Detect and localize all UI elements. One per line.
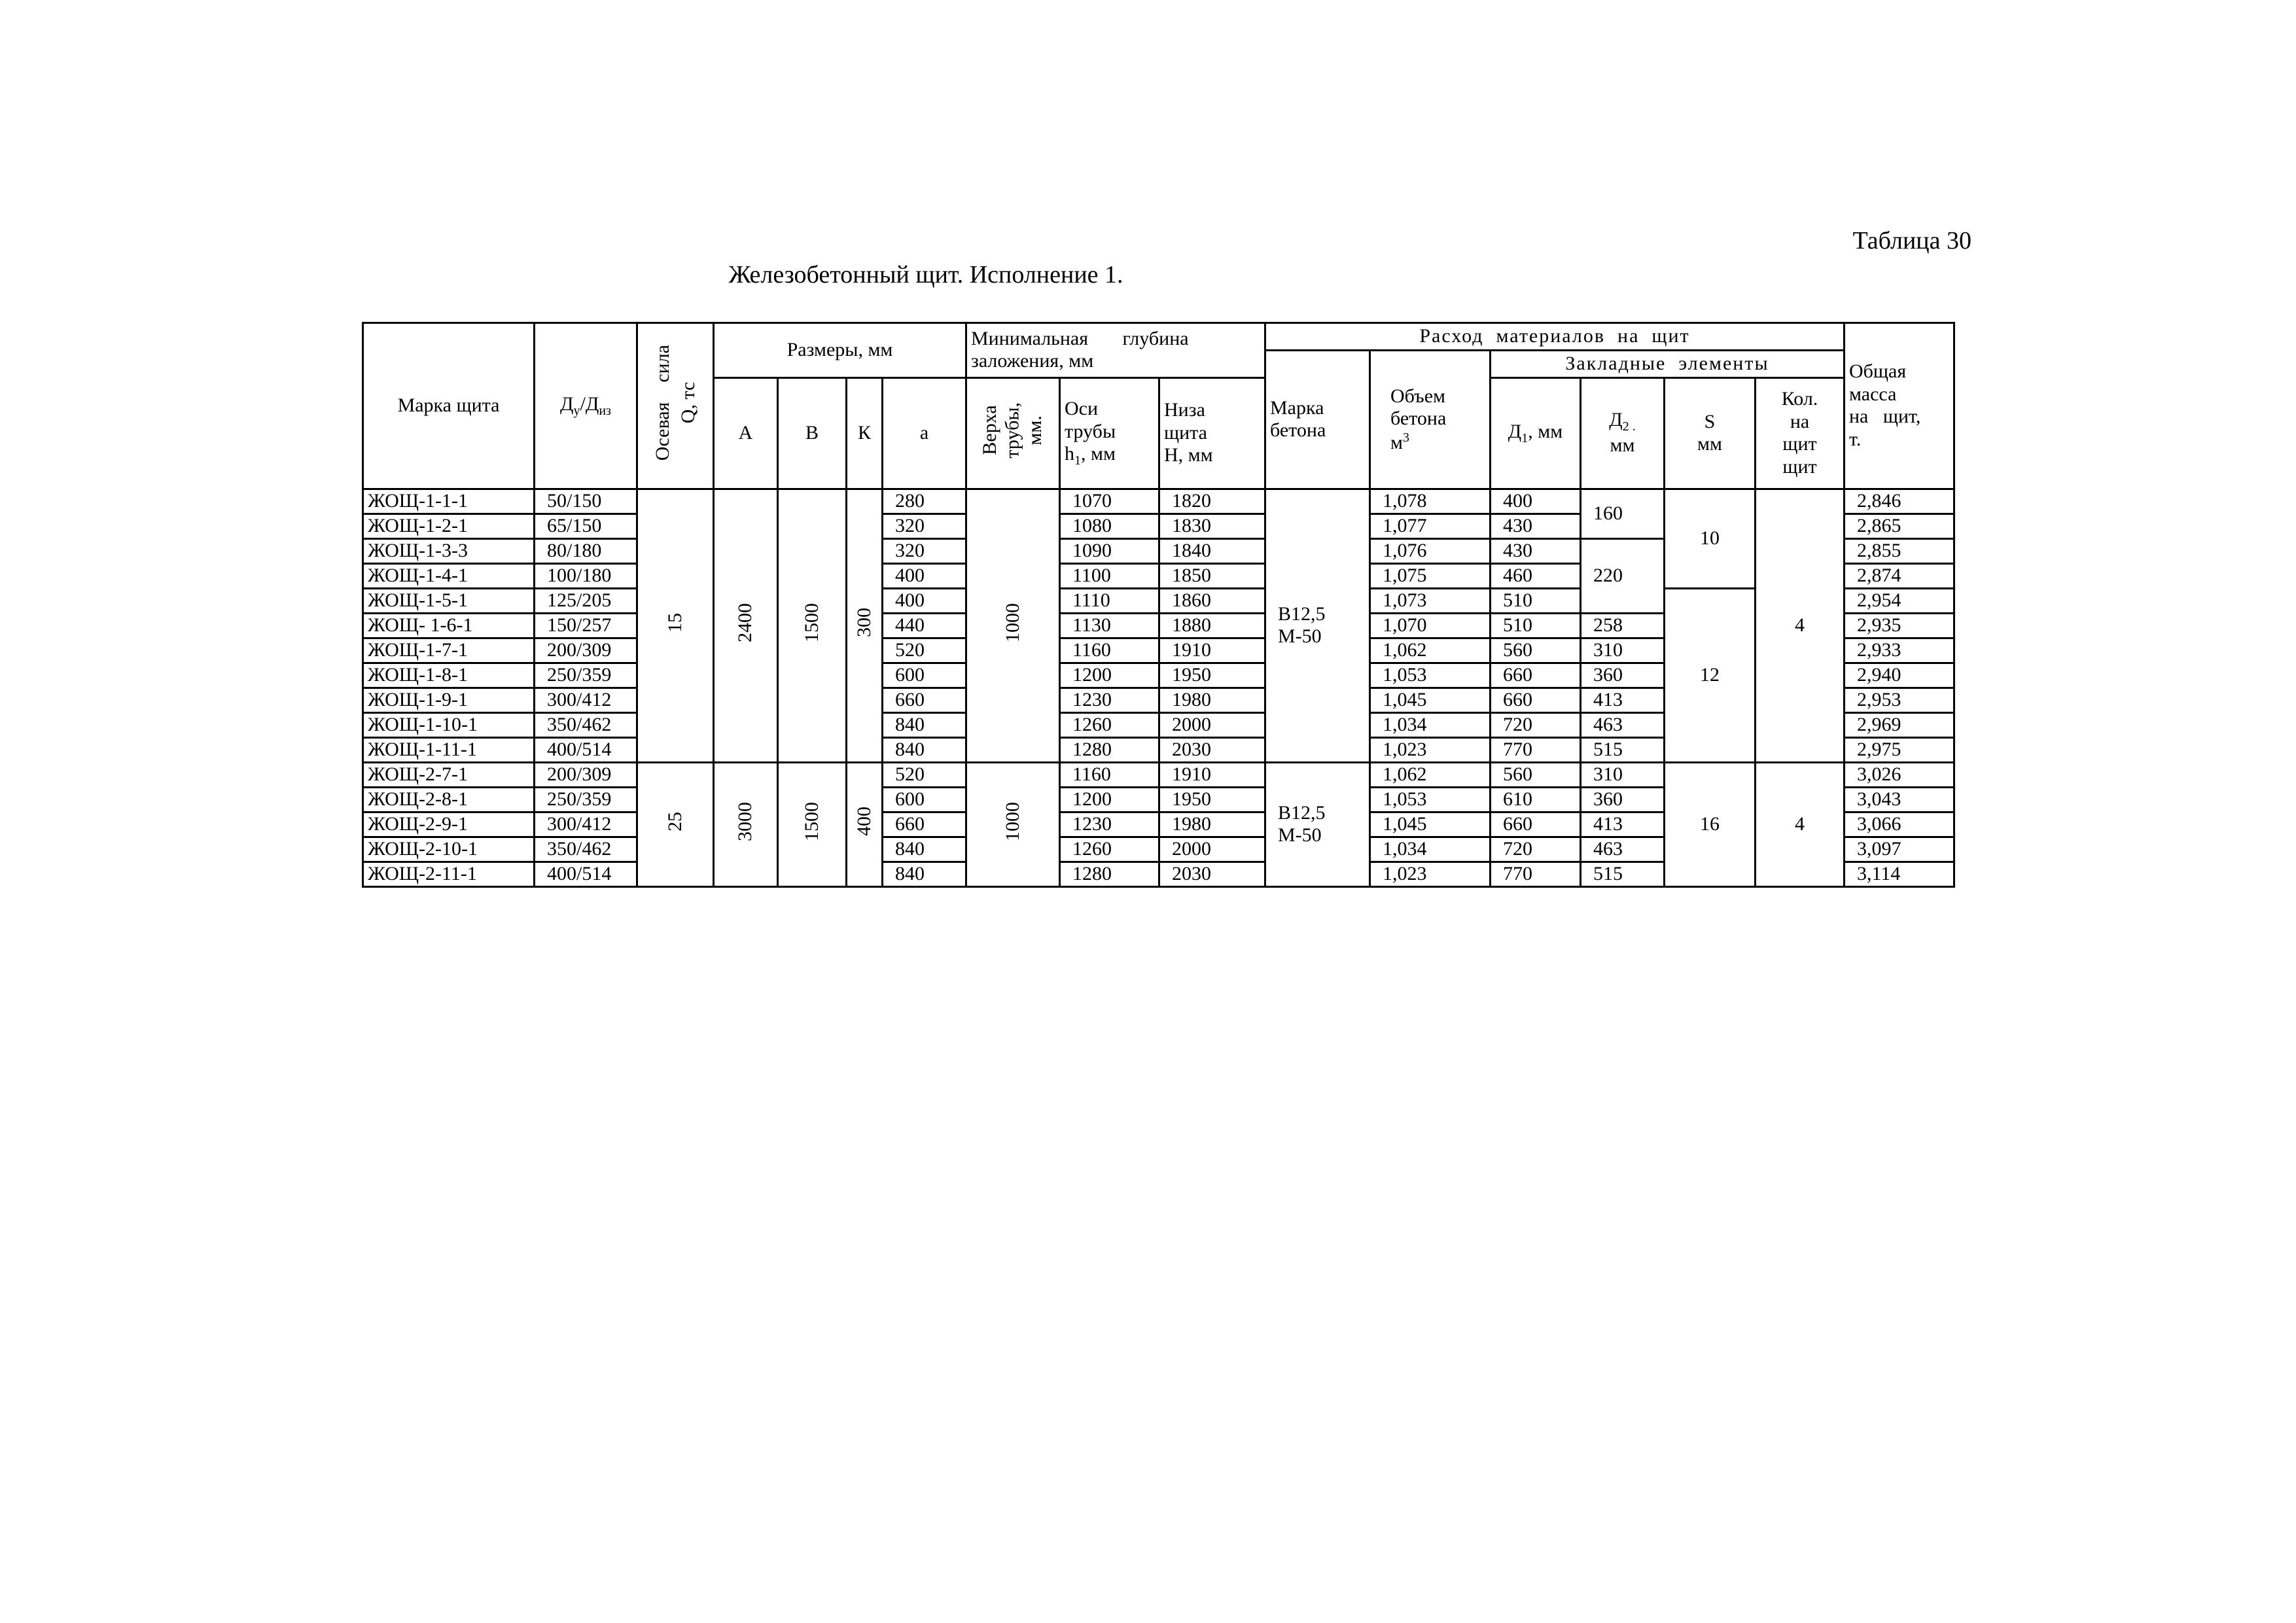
cell-mark: ЖОЩ-1-8-1 [363,663,535,688]
cell-dy: 250/359 [535,663,637,688]
cell-mark: ЖОЩ-2-7-1 [363,762,535,787]
cell-dy: 300/412 [535,812,637,837]
header-consumption: Расход материалов на щит [1265,323,1845,351]
cell-dy: 150/257 [535,613,637,638]
cell-h1: 1080 [1060,514,1159,538]
cell-volume: 1,062 [1370,638,1491,663]
cell-mass: 2,935 [1845,613,1954,638]
cell-d2: 515 [1581,862,1665,886]
cell-a: 840 [883,712,966,737]
cell-h1: 1260 [1060,712,1159,737]
cell-a: 520 [883,762,966,787]
cell-s-merged: 10 [1665,489,1756,588]
header-A: А [714,377,778,489]
cell-dy: 300/412 [535,688,637,712]
cell-mass: 3,043 [1845,787,1954,812]
cell-h1: 1110 [1060,588,1159,613]
cell-d1: 460 [1491,563,1581,588]
cell-mark: ЖОЩ-1-5-1 [363,588,535,613]
cell-h1: 1090 [1060,538,1159,563]
cell-pipe-top: 1000 [966,489,1060,762]
cell-d2: 310 [1581,762,1665,787]
cell-d1: 560 [1491,638,1581,663]
header-dy-diz: $Д_у/Д_{из}$ [535,323,637,489]
cell-a: 520 [883,638,966,663]
cell-H: 1840 [1159,538,1265,563]
cell-H: 1910 [1159,638,1265,663]
cell-h1: 1200 [1060,787,1159,812]
cell-volume: 1,023 [1370,862,1491,886]
cell-mark: ЖОЩ-2-11-1 [363,862,535,886]
header-total-mass: Общая масса на щит, т. [1845,323,1954,489]
cell-mark: ЖОЩ-1-7-1 [363,638,535,663]
cell-mass: 3,066 [1845,812,1954,837]
cell-H: 1950 [1159,787,1265,812]
cell-volume: 1,075 [1370,563,1491,588]
cell-h1: 1160 [1060,762,1159,787]
cell-a: 600 [883,787,966,812]
cell-size-B: 1500 [778,489,847,762]
cell-H: 1860 [1159,588,1265,613]
cell-a: 320 [883,538,966,563]
cell-h1: 1070 [1060,489,1159,514]
cell-d2: 413 [1581,688,1665,712]
header-min-depth: Минимальная глубина заложения, мм [966,323,1265,378]
cell-a: 840 [883,737,966,762]
cell-volume: 1,034 [1370,712,1491,737]
cell-d2: 360 [1581,787,1665,812]
table-row [363,762,1954,787]
cell-mark: ЖОЩ-1-10-1 [363,712,535,737]
header-pipe-axis: Оси трубы $h_1$, мм [1060,377,1159,489]
cell-mark: ЖОЩ-2-8-1 [363,787,535,812]
header-embedded: Закладные элементы [1491,351,1845,378]
cell-dy: 100/180 [535,563,637,588]
shield-table [362,322,1955,888]
header-shield-bottom: Низа щита Н, мм [1159,377,1265,489]
cell-a: 840 [883,837,966,862]
cell-dy: 200/309 [535,638,637,663]
cell-axial-force: 25 [637,762,714,886]
cell-d1: 660 [1491,812,1581,837]
cell-d2: 258 [1581,613,1665,638]
cell-pipe-top: 1000 [966,762,1060,886]
cell-mark: ЖОЩ-2-9-1 [363,812,535,837]
cell-a: 660 [883,688,966,712]
cell-h1: 1230 [1060,688,1159,712]
cell-a: 600 [883,663,966,688]
table-row [363,588,1954,613]
cell-dy: 350/462 [535,837,637,862]
cell-qty: 4 [1756,489,1845,762]
cell-d1: 660 [1491,663,1581,688]
cell-mass: 2,940 [1845,663,1954,688]
cell-d2: 515 [1581,737,1665,762]
cell-dy: 125/205 [535,588,637,613]
cell-a: 280 [883,489,966,514]
cell-qty: 4 [1756,762,1845,886]
cell-volume: 1,073 [1370,588,1491,613]
cell-dy: 350/462 [535,712,637,737]
cell-d1: 430 [1491,514,1581,538]
cell-mark: ЖОЩ-1-2-1 [363,514,535,538]
cell-d1: 770 [1491,862,1581,886]
cell-volume: 1,062 [1370,762,1491,787]
cell-size-A: 3000 [714,762,778,886]
cell-H: 2030 [1159,737,1265,762]
header-concrete-grade: Марка бетона [1265,351,1370,489]
header-s: S мм [1665,377,1756,489]
cell-mass: 3,114 [1845,862,1954,886]
cell-H: 2000 [1159,837,1265,862]
cell-dy: 200/309 [535,762,637,787]
cell-mark: ЖОЩ-1-9-1 [363,688,535,712]
header-pipe-top: Верха трубы, мм. [966,377,1060,489]
header-sizes: Размеры, мм [714,323,966,378]
cell-axial-force: 15 [637,489,714,762]
header-concrete-volume: Объем бетона $м^3$ [1370,351,1491,489]
cell-volume: 1,023 [1370,737,1491,762]
header-d2: $Д_{2 .}$ мм [1581,377,1665,489]
cell-mass: 3,097 [1845,837,1954,862]
cell-dy: 50/150 [535,489,637,514]
header-K: К [847,377,883,489]
cell-mark: ЖОЩ-1-4-1 [363,563,535,588]
cell-volume: 1,045 [1370,688,1491,712]
cell-h1: 1160 [1060,638,1159,663]
cell-volume: 1,077 [1370,514,1491,538]
cell-mass: 2,865 [1845,514,1954,538]
cell-a: 400 [883,563,966,588]
cell-volume: 1,053 [1370,787,1491,812]
cell-H: 1880 [1159,613,1265,638]
cell-volume: 1,070 [1370,613,1491,638]
cell-d2: 413 [1581,812,1665,837]
cell-h1: 1280 [1060,737,1159,762]
cell-size-A: 2400 [714,489,778,762]
cell-mass: 2,846 [1845,489,1954,514]
cell-mass: 2,933 [1845,638,1954,663]
cell-mark: ЖОЩ-1-11-1 [363,737,535,762]
cell-H: 1820 [1159,489,1265,514]
cell-d2: 463 [1581,837,1665,862]
cell-s-merged: 12 [1665,588,1756,762]
cell-concrete-grade: В12,5 М-50 [1265,762,1370,886]
cell-size-B: 1500 [778,762,847,886]
cell-volume: 1,053 [1370,663,1491,688]
cell-mass: 2,969 [1845,712,1954,737]
cell-mass: 2,954 [1845,588,1954,613]
cell-d1: 400 [1491,489,1581,514]
cell-h1: 1260 [1060,837,1159,862]
cell-mass: 2,874 [1845,563,1954,588]
header-mark: Марка щита [363,323,535,489]
cell-concrete-grade: В12,5 М-50 [1265,489,1370,762]
table-number: Таблица 30 [1852,227,1971,254]
cell-dy: 80/180 [535,538,637,563]
cell-H: 2000 [1159,712,1265,737]
cell-a: 320 [883,514,966,538]
cell-mark: ЖОЩ-2-10-1 [363,837,535,862]
cell-d1: 560 [1491,762,1581,787]
cell-d2: 360 [1581,663,1665,688]
cell-dy: 65/150 [535,514,637,538]
header-axial-force: Осевая сила Q, тс [637,323,714,489]
table-row [363,489,1954,514]
header-d1: $Д_1$, мм [1491,377,1581,489]
table-caption: Железобетонный щит. Исполнение 1. [728,261,1123,288]
cell-d2: 463 [1581,712,1665,737]
cell-H: 2030 [1159,862,1265,886]
cell-volume: 1,078 [1370,489,1491,514]
cell-H: 1910 [1159,762,1265,787]
cell-h1: 1230 [1060,812,1159,837]
cell-a: 400 [883,588,966,613]
cell-d1: 660 [1491,688,1581,712]
cell-s-merged: 16 [1665,762,1756,886]
cell-mass: 2,855 [1845,538,1954,563]
cell-d1: 720 [1491,837,1581,862]
cell-H: 1980 [1159,688,1265,712]
cell-h1: 1100 [1060,563,1159,588]
cell-mark: ЖОЩ-1-1-1 [363,489,535,514]
cell-d1: 510 [1491,613,1581,638]
cell-d2-merged: 220 [1581,538,1665,613]
header-B: В [778,377,847,489]
cell-size-K: 400 [847,762,883,886]
cell-dy: 400/514 [535,737,637,762]
cell-dy: 400/514 [535,862,637,886]
cell-volume: 1,045 [1370,812,1491,837]
cell-mass: 2,975 [1845,737,1954,762]
header-a: а [883,377,966,489]
cell-dy: 250/359 [535,787,637,812]
cell-a: 660 [883,812,966,837]
cell-d1: 430 [1491,538,1581,563]
cell-volume: 1,034 [1370,837,1491,862]
cell-a: 840 [883,862,966,886]
cell-d2: 310 [1581,638,1665,663]
cell-H: 1830 [1159,514,1265,538]
cell-d1: 510 [1491,588,1581,613]
cell-a: 440 [883,613,966,638]
header-qty: Кол. на щит щит [1756,377,1845,489]
cell-d1: 610 [1491,787,1581,812]
cell-H: 1950 [1159,663,1265,688]
cell-h1: 1280 [1060,862,1159,886]
cell-mark: ЖОЩ- 1-6-1 [363,613,535,638]
cell-mass: 3,026 [1845,762,1954,787]
cell-mass: 2,953 [1845,688,1954,712]
cell-h1: 1130 [1060,613,1159,638]
cell-volume: 1,076 [1370,538,1491,563]
cell-H: 1980 [1159,812,1265,837]
cell-size-K: 300 [847,489,883,762]
cell-d1: 770 [1491,737,1581,762]
cell-H: 1850 [1159,563,1265,588]
cell-d1: 720 [1491,712,1581,737]
cell-mark: ЖОЩ-1-3-3 [363,538,535,563]
cell-d2-merged: 160 [1581,489,1665,538]
cell-h1: 1200 [1060,663,1159,688]
